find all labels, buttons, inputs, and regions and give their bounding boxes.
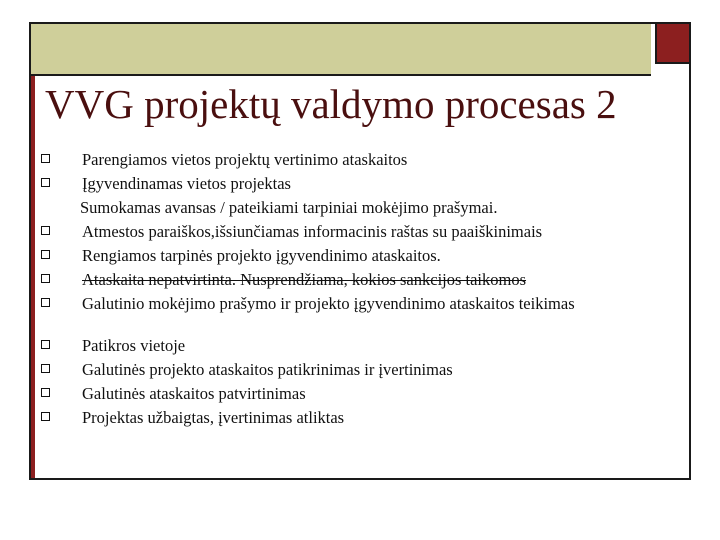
list-item: [41, 150, 686, 174]
list-item: [41, 408, 686, 432]
square-bullet-icon: [41, 412, 50, 421]
square-bullet-icon: [41, 250, 50, 259]
square-bullet-icon: [41, 178, 50, 187]
list-item: [41, 270, 686, 294]
bullet-text: Patikros vietoje: [82, 336, 186, 355]
bullet-text: Ataskaita nepatvirtinta. Nusprendžiama, kokios sankcijos taikomos: [82, 270, 527, 289]
bullet-text: Projektas užbaigtas, įvertinimas atliktas: [82, 408, 345, 427]
square-bullet-icon: [41, 226, 50, 235]
bullet-text: Galutinės ataskaitos patvirtinimas: [82, 384, 306, 403]
list-item: [41, 360, 686, 384]
list-item: [41, 384, 686, 408]
slide-left-stripe: [31, 76, 35, 478]
bullet-text: Rengiamos tarpinės projekto įgyvendinimo ataskaitos.: [82, 246, 441, 265]
list-item-continuation: [41, 198, 686, 222]
square-bullet-icon: [41, 274, 50, 283]
square-bullet-icon: [41, 388, 50, 397]
bullet-text: Sumokamas avansas / pateikiami tarpiniai mokėjimo prašymai.: [80, 198, 498, 217]
bullet-text: Galutinio mokėjimo prašymo ir projekto įgyvendinimo ataskaitos teikimas: [82, 294, 575, 313]
slide-header-band: [31, 24, 651, 76]
list-item: [41, 174, 686, 198]
square-bullet-icon: [41, 340, 50, 349]
list-item: [41, 246, 686, 270]
slide-title: VVG projektų valdymo procesas 2: [45, 81, 617, 127]
list-item: [41, 294, 686, 336]
bullet-list: [41, 150, 686, 432]
slide-frame: [29, 22, 691, 480]
square-bullet-icon: [41, 298, 50, 307]
list-item: [41, 336, 686, 360]
bullet-text: Galutinės projekto ataskaitos patikrinimas ir įvertinimas: [82, 360, 453, 379]
bullet-text: Parengiamos vietos projektų vertinimo ataskaitos: [82, 150, 408, 169]
square-bullet-icon: [41, 364, 50, 373]
bullet-text: Įgyvendinamas vietos projektas: [82, 174, 291, 193]
list-item: [41, 222, 686, 246]
bullet-text: Atmestos paraiškos,išsiunčiamas informacinis raštas su paaiškinimais: [82, 222, 543, 241]
square-bullet-icon: [41, 154, 50, 163]
slide-corner-accent: [655, 24, 689, 64]
